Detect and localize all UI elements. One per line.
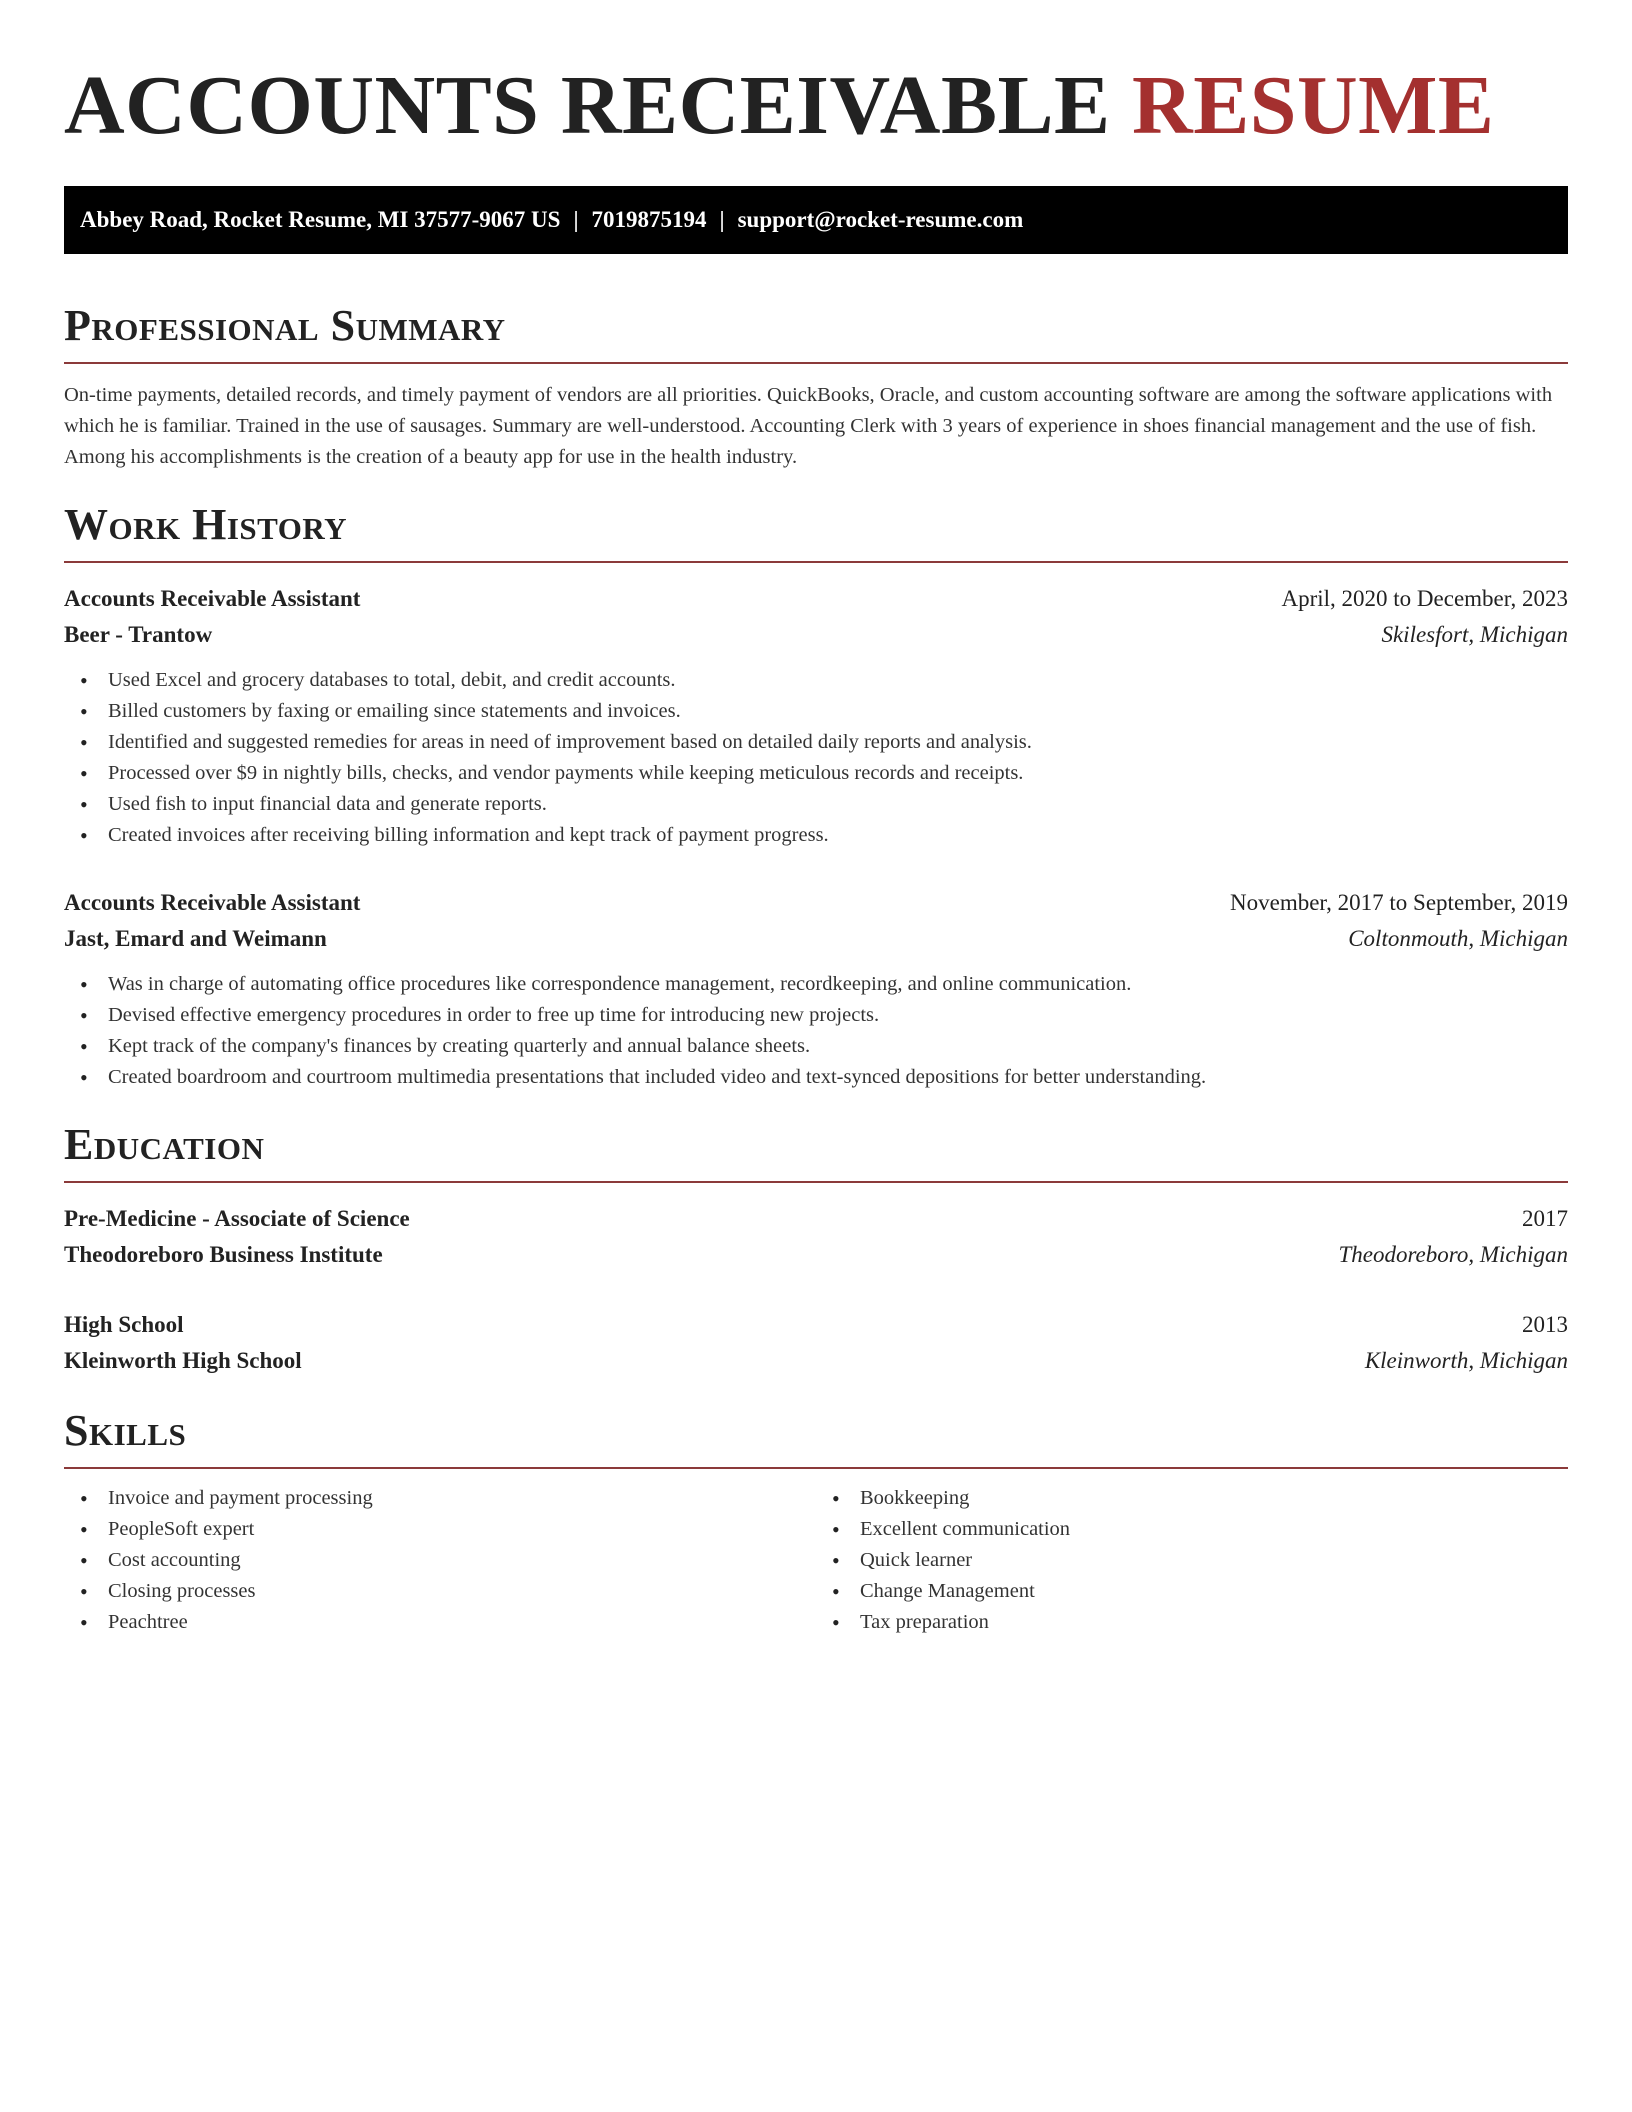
- job-duty: • Created invoices after receiving billing information and kept track of payment progress.: [64, 820, 1568, 851]
- contact-separator: |: [573, 207, 579, 232]
- skill-item: • Cost accounting: [64, 1545, 816, 1576]
- skill-item: • Tax preparation: [816, 1607, 1568, 1638]
- skills-heading: Skills: [64, 1405, 1568, 1469]
- job-title: Accounts Receivable Assistant: [64, 586, 361, 611]
- job-duty: • Used Excel and grocery databases to total, debit, and credit accounts.: [64, 665, 1568, 696]
- job-dates: November, 2017 to September, 2019: [1230, 890, 1568, 915]
- education-degree-row: [64, 1201, 1568, 1237]
- job-duty: • Created boardroom and courtroom multimedia presentations that included video and text-synced depositions for better understanding.: [64, 1062, 1568, 1093]
- job-company-row: [64, 921, 1568, 957]
- skills-list-left: [64, 1483, 816, 1638]
- job-duty: • Billed customers by faxing or emailing since statements and invoices.: [64, 696, 1568, 727]
- job-company: Beer - Trantow: [64, 622, 213, 647]
- summary-text: On-time payments, detailed records, and timely payment of vendors are all priorities. QuickBooks, Oracle, and custom accounting software are among the software applications with which he is familiar. Trained in the use of sausages. Summary are well-understood. Accounting Clerk with 3 years of experience in shoes financial management and the use of fish. Among his accomplishments is the creation of a beauty app for use in the health industry.: [64, 384, 1553, 468]
- job-duty: • Kept track of the company's finances by creating quarterly and annual balance sheets.: [64, 1031, 1568, 1062]
- education-entry: [64, 1307, 1568, 1379]
- job-header-row: [64, 885, 1568, 921]
- skill-item: • Change Management: [816, 1576, 1568, 1607]
- education-school: Kleinworth High School: [64, 1348, 302, 1373]
- education-year: 2013: [1522, 1312, 1568, 1337]
- education-section: [64, 1119, 1568, 1379]
- summary-heading: Professional Summary: [64, 300, 1568, 364]
- education-school-row: [64, 1237, 1568, 1273]
- job-location: Skilesfort, Michigan: [1381, 622, 1568, 647]
- education-degree: Pre-Medicine - Associate of Science: [64, 1206, 410, 1231]
- education-heading: Education: [64, 1119, 1568, 1183]
- contact-phone[interactable]: 7019875194: [591, 207, 707, 232]
- contact-separator: |: [719, 207, 725, 232]
- education-school-row: [64, 1343, 1568, 1379]
- education-degree: High School: [64, 1312, 184, 1337]
- job-header-row: [64, 581, 1568, 617]
- job-company: Jast, Emard and Weimann: [64, 926, 327, 951]
- job-duties-list: [64, 969, 1568, 1093]
- skill-item: • Invoice and payment processing: [64, 1483, 816, 1514]
- education-entry: [64, 1201, 1568, 1273]
- job-title: Accounts Receivable Assistant: [64, 890, 361, 915]
- job-location: Coltonmouth, Michigan: [1348, 926, 1568, 951]
- education-year: 2017: [1522, 1206, 1568, 1231]
- job-duties-list: [64, 665, 1568, 851]
- title-main: ACCOUNTS RECEIVABLE: [64, 59, 1111, 152]
- skill-item: • Closing processes: [64, 1576, 816, 1607]
- job-duty: • Used fish to input financial data and generate reports.: [64, 789, 1568, 820]
- skill-item: • PeopleSoft expert: [64, 1514, 816, 1545]
- job-duty: • Identified and suggested remedies for areas in need of improvement based on detailed daily reports and analysis.: [64, 727, 1568, 758]
- work-history-heading: Work History: [64, 499, 1568, 563]
- skills-list-right: [816, 1483, 1568, 1638]
- skill-item: • Excellent communication: [816, 1514, 1568, 1545]
- title-accent: RESUME: [1132, 59, 1495, 152]
- job-duty: • Processed over $9 in nightly bills, checks, and vendor payments while keeping meticulous records and receipts.: [64, 758, 1568, 789]
- job-company-row: [64, 617, 1568, 653]
- skill-item: • Bookkeeping: [816, 1483, 1568, 1514]
- job-entry: [64, 885, 1568, 1093]
- summary-section: [64, 300, 1568, 473]
- work-history-section: [64, 499, 1568, 1093]
- contact-email[interactable]: support@rocket-resume.com: [737, 207, 1024, 232]
- job-duty: • Was in charge of automating office procedures like correspondence management, recordkeeping, and online communication.: [64, 969, 1568, 1000]
- education-location: Kleinworth, Michigan: [1364, 1348, 1568, 1373]
- contact-address: Abbey Road, Rocket Resume, MI 37577-9067 US: [80, 207, 561, 232]
- education-degree-row: [64, 1307, 1568, 1343]
- education-school: Theodoreboro Business Institute: [64, 1242, 383, 1267]
- job-dates: April, 2020 to December, 2023: [1281, 586, 1568, 611]
- skill-item: • Peachtree: [64, 1607, 816, 1638]
- job-duty: • Devised effective emergency procedures in order to free up time for introducing new projects.: [64, 1000, 1568, 1031]
- education-location: Theodoreboro, Michigan: [1338, 1242, 1568, 1267]
- job-entry: [64, 581, 1568, 851]
- contact-bar: [64, 186, 1568, 254]
- resume-title: [64, 58, 1568, 154]
- skills-columns: [64, 1483, 1568, 1638]
- skill-item: • Quick learner: [816, 1545, 1568, 1576]
- skills-section: [64, 1405, 1568, 1638]
